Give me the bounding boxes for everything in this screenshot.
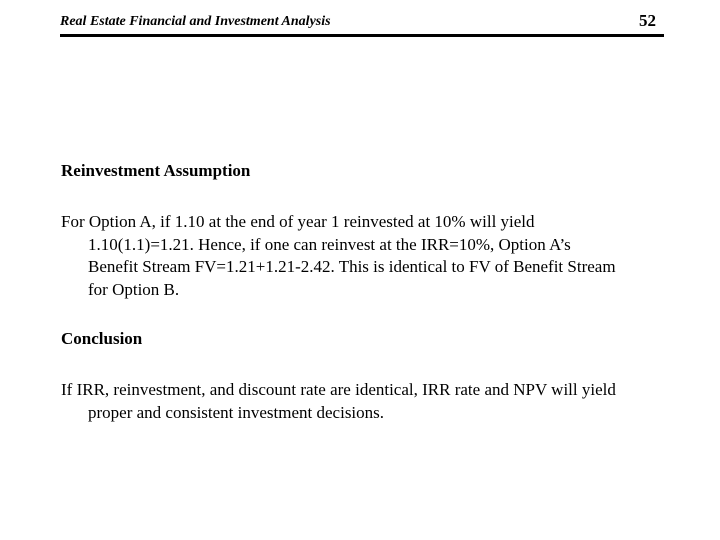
heading-reinvestment-assumption: Reinvestment Assumption [61,161,251,180]
paragraph-reinvestment [61,211,691,301]
heading-conclusion: Conclusion [61,329,143,348]
paragraph-conclusion [61,379,691,424]
header-title: Real Estate Financial and Investment Analysis [60,14,331,29]
paragraph-line: for Option B. [88,279,180,299]
paragraph-line: proper and consistent investment decisions. [88,402,385,422]
paragraph-line: Benefit Stream FV=1.21+1.21-2.42. This is identical to FV of Benefit Stream [88,257,616,276]
paragraph-line: 1.10(1.1)=1.21. Hence, if one can reinvest at the IRR=10%, Option A’s [88,234,571,254]
header-rule [60,34,664,37]
page-number: 52 [639,11,656,30]
paragraph-line: If IRR, reinvestment, and discount rate are identical, IRR rate and NPV will yield [61,380,616,399]
paragraph-line: For Option A, if 1.10 at the end of year 1 reinvested at 10% will yield [61,212,535,231]
